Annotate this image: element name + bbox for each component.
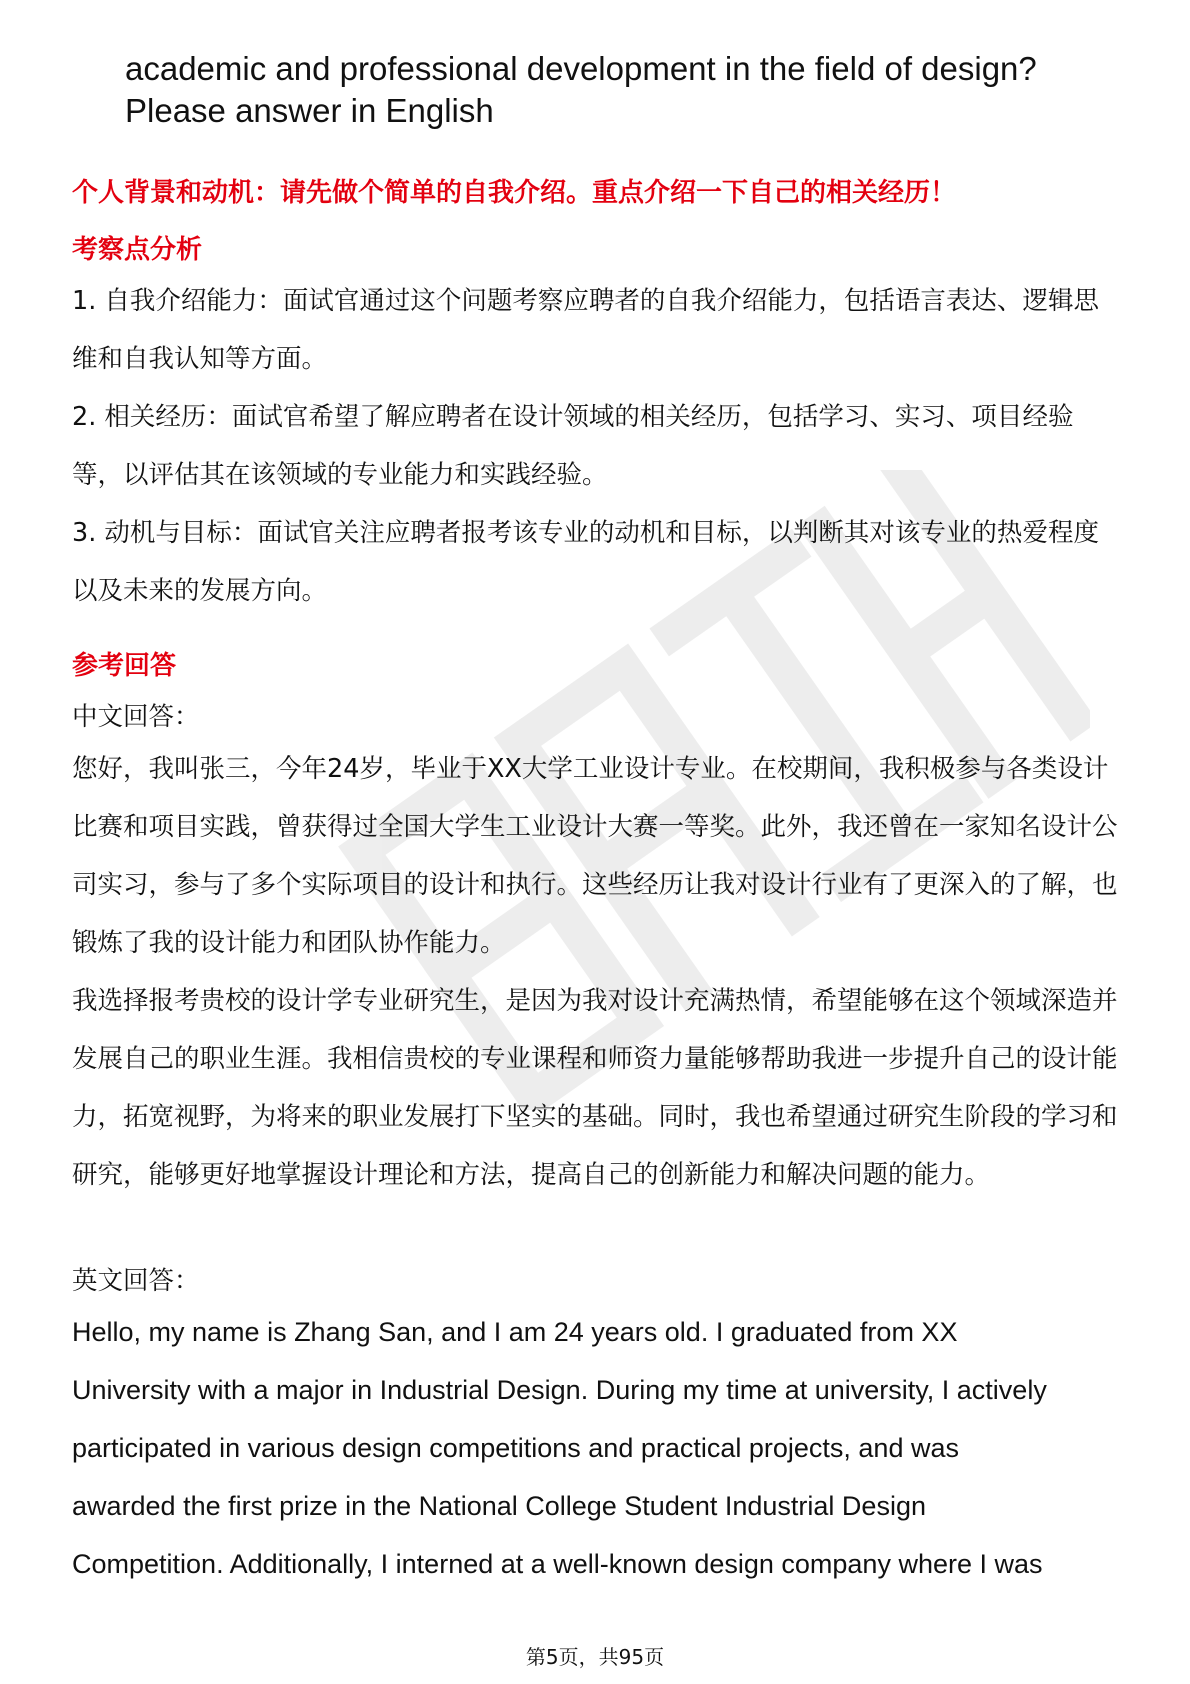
question-tail [125, 48, 1125, 132]
chinese-answer-paragraph: 我选择报考贵校的设计学专业研究生，是因为我对设计充满热情，希望能够在这个领域深造并发展自己的职业生涯。我相信贵校的专业课程和师资力量能够帮助我进一步提升自己的设计能力，拓宽视野，为将来的职业发展打下坚实的基础。同时，我也希望通过研究生阶段的学习和研究，能够更好地掌握设计理论和方法，提高自己的创新能力和解决问题的能力。 [72, 986, 1118, 1190]
english-answer-line: participated in various design competitions and practical projects, and was [72, 1433, 959, 1463]
english-answer [72, 1303, 1127, 1593]
chinese-answer-label: 中文回答： [72, 702, 200, 732]
english-answer-line: Competition. Additionally, I interned at a well-known design company where I was [72, 1549, 1043, 1579]
question-line-1: academic and professional development in the field of design? [125, 50, 1037, 87]
chinese-answer [72, 740, 1122, 1204]
english-answer-line: Hello, my name is Zhang San, and I am 24 years old. I graduated from XX [72, 1317, 958, 1347]
analysis-item: 2. 相关经历：面试官希望了解应聘者在设计领域的相关经历，包括学习、实习、项目经验等，以评估其在该领域的专业能力和实践经验。 [72, 402, 1074, 490]
question-line-2: Please answer in English [125, 92, 494, 129]
analysis-item: 1. 自我介绍能力：面试官通过这个问题考察应聘者的自我介绍能力，包括语言表达、逻辑思维和自我认知等方面。 [72, 286, 1099, 374]
chinese-answer-paragraph: 您好，我叫张三，今年24岁，毕业于XX大学工业设计专业。在校期间，我积极参与各类设计比赛和项目实践，曾获得过全国大学生工业设计大赛一等奖。此外，我还曾在一家知名设计公司实习，参与了多个实际项目的设计和执行。这些经历让我对设计行业有了更深入的了解，也锻炼了我的设计能力和团队协作能力。 [72, 754, 1118, 958]
english-answer-line: awarded the first prize in the National College Student Industrial Design [72, 1491, 926, 1521]
analysis-list [72, 272, 1122, 620]
reference-heading: 参考回答 [72, 651, 177, 681]
analysis-item: 3. 动机与目标：面试官关注应聘者报考该专业的动机和目标，以判断其对该专业的热爱程度以及未来的发展方向。 [72, 518, 1099, 606]
english-answer-line: University with a major in Industrial Design. During my time at university, I actively [72, 1375, 1047, 1405]
english-answer-label: 英文回答： [72, 1266, 200, 1296]
topic-heading: 个人背景和动机：请先做个简单的自我介绍。重点介绍一下自己的相关经历！ [72, 178, 957, 208]
page-number: 第5页，共95页 [525, 1645, 665, 1669]
analysis-heading: 考察点分析 [72, 235, 203, 265]
